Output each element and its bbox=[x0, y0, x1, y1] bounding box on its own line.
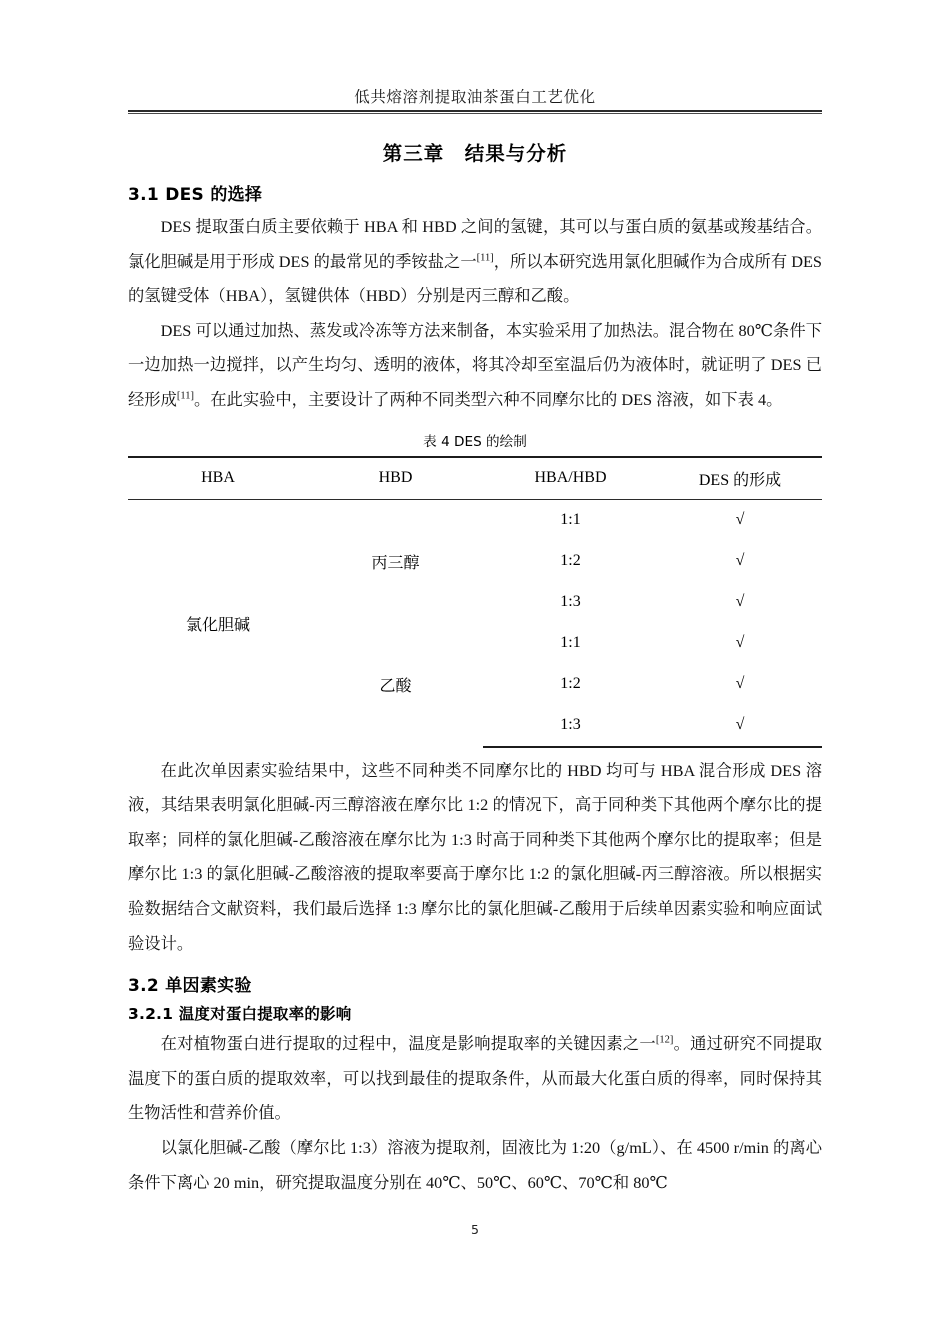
cell-ratio: 1:3 bbox=[483, 705, 658, 747]
heading-3-1: 3.1 DES 的选择 bbox=[128, 185, 263, 205]
cell-formed: √ bbox=[735, 552, 745, 570]
paragraph-3-2-1-2: 以氯化胆碱-乙酸（摩尔比 1:3）溶液为提取剂，固液比为 1:20（g/mL）、在 4500 r/min 的离心条件下离心 20 min，研究提取温度分别在 40℃、50℃、60℃、70℃和 80℃ bbox=[128, 1137, 822, 1192]
cell-formed: √ bbox=[735, 634, 745, 652]
cell-formed: √ bbox=[735, 675, 745, 693]
paragraph-3-1-2-text-cont: 。在此实验中，主要设计了两种不同类型六种不同摩尔比的 DES 溶液，如下表 4。 bbox=[193, 389, 783, 409]
paragraph-3-1-1-text: DES 提取蛋白质主要依赖于 HBA 和 HBD 之间的氢键，其可以与蛋白质的氨基或羧基结合。氯化胆碱是用于形成 DES 的最常见的季铵盐之一 bbox=[128, 217, 822, 271]
column-header-formation: DES 的形成 bbox=[658, 457, 822, 500]
paragraph-3-2-1-1-text-cont: 。通过研究不同提取温度下的蛋白质的提取效率，可以找到最佳的提取条件，从而最大化蛋白质的得率，同时保持其生物活性和营养价值。 bbox=[128, 1034, 822, 1123]
paragraph-3-1-2 bbox=[128, 314, 822, 418]
paragraph-3-1-3: 在此次单因素实验结果中，这些不同种类不同摩尔比的 HBD 均可与 HBA 混合形成 DES 溶液，其结果表明氯化胆碱-丙三醇溶液在摩尔比 1:2 的情况下，高于同种类下其他两个摩尔比的提取率；同样的氯化胆碱-乙酸溶液在摩尔比为 1:3 时高于同种类下其他两个摩尔比的提取率；但是摩尔比 1:3 的氯化胆碱-乙酸溶液的提取率要高于摩尔比 1:2 的氯化胆碱-丙三醇溶液。所以根据实验数据结合文献资料，我们最后选择 1:3 摩尔比的氯化胆碱-乙酸用于后续单因素实验和响应面试验设计。 bbox=[128, 760, 822, 953]
heading-3-2-1: 3.2.1 温度对蛋白提取率的影响 bbox=[128, 1005, 352, 1024]
cell-ratio: 1:3 bbox=[560, 593, 581, 611]
chapter-title: 第三章 结果与分析 bbox=[382, 142, 568, 165]
cell-formed: √ bbox=[735, 593, 745, 611]
paragraph-3-2-1-1-text: 在对植物蛋白进行提取的过程中，温度是影响提取率的关键因素之一 bbox=[160, 1034, 656, 1054]
citation-ref-12: [12] bbox=[655, 1034, 674, 1046]
paragraph-3-1-1-text-cont: ，所以本研究选用氯化胆碱作为合成所有 DES 的氢键受体（HBA），氢键供体（HBD）分别是丙三醇和乙酸。 bbox=[128, 251, 822, 306]
des-table bbox=[128, 456, 822, 748]
column-header-ratio: HBA/HBD bbox=[483, 457, 658, 500]
citation-ref-11a: [11] bbox=[476, 252, 494, 264]
cell-ratio: 1:1 bbox=[560, 511, 581, 529]
cell-formed: √ bbox=[735, 511, 745, 529]
table-caption: 表 4 DES 的绘制 bbox=[423, 433, 527, 450]
running-header-title: 低共熔溶剂提取油茶蛋白工艺优化 bbox=[354, 89, 596, 106]
heading-3-2: 3.2 单因素实验 bbox=[128, 976, 252, 997]
header-rule bbox=[128, 110, 822, 114]
cell-ratio: 1:2 bbox=[560, 552, 581, 570]
cell-hba: 氯化胆碱 bbox=[185, 616, 250, 634]
page-number: 5 bbox=[471, 1222, 479, 1237]
column-header-hbd: HBD bbox=[308, 457, 483, 500]
cell-hbd-glycerol: 丙三醇 bbox=[371, 554, 420, 572]
cell-formed: √ bbox=[658, 705, 822, 747]
citation-ref-11b: [11] bbox=[176, 390, 194, 402]
cell-ratio: 1:1 bbox=[560, 634, 581, 652]
table-row bbox=[128, 499, 822, 541]
table-header-row bbox=[128, 457, 822, 500]
paragraph-3-1-2-text: DES 可以通过加热、蒸发或冷冻等方法来制备，本实验采用了加热法。混合物在 80℃条件下一边加热一边搅拌，以产生均匀、透明的液体，将其冷却至室温后仍为液体时，就证明了 DES 已经形成 bbox=[128, 320, 822, 409]
running-header bbox=[128, 88, 822, 114]
cell-hbd-acetic-acid: 乙酸 bbox=[379, 678, 412, 696]
column-header-hba: HBA bbox=[128, 457, 308, 500]
paragraph-3-1-1 bbox=[128, 210, 822, 314]
paragraph-3-2-1-1 bbox=[128, 1027, 822, 1131]
page-content bbox=[128, 128, 822, 1200]
cell-ratio: 1:2 bbox=[560, 675, 581, 693]
